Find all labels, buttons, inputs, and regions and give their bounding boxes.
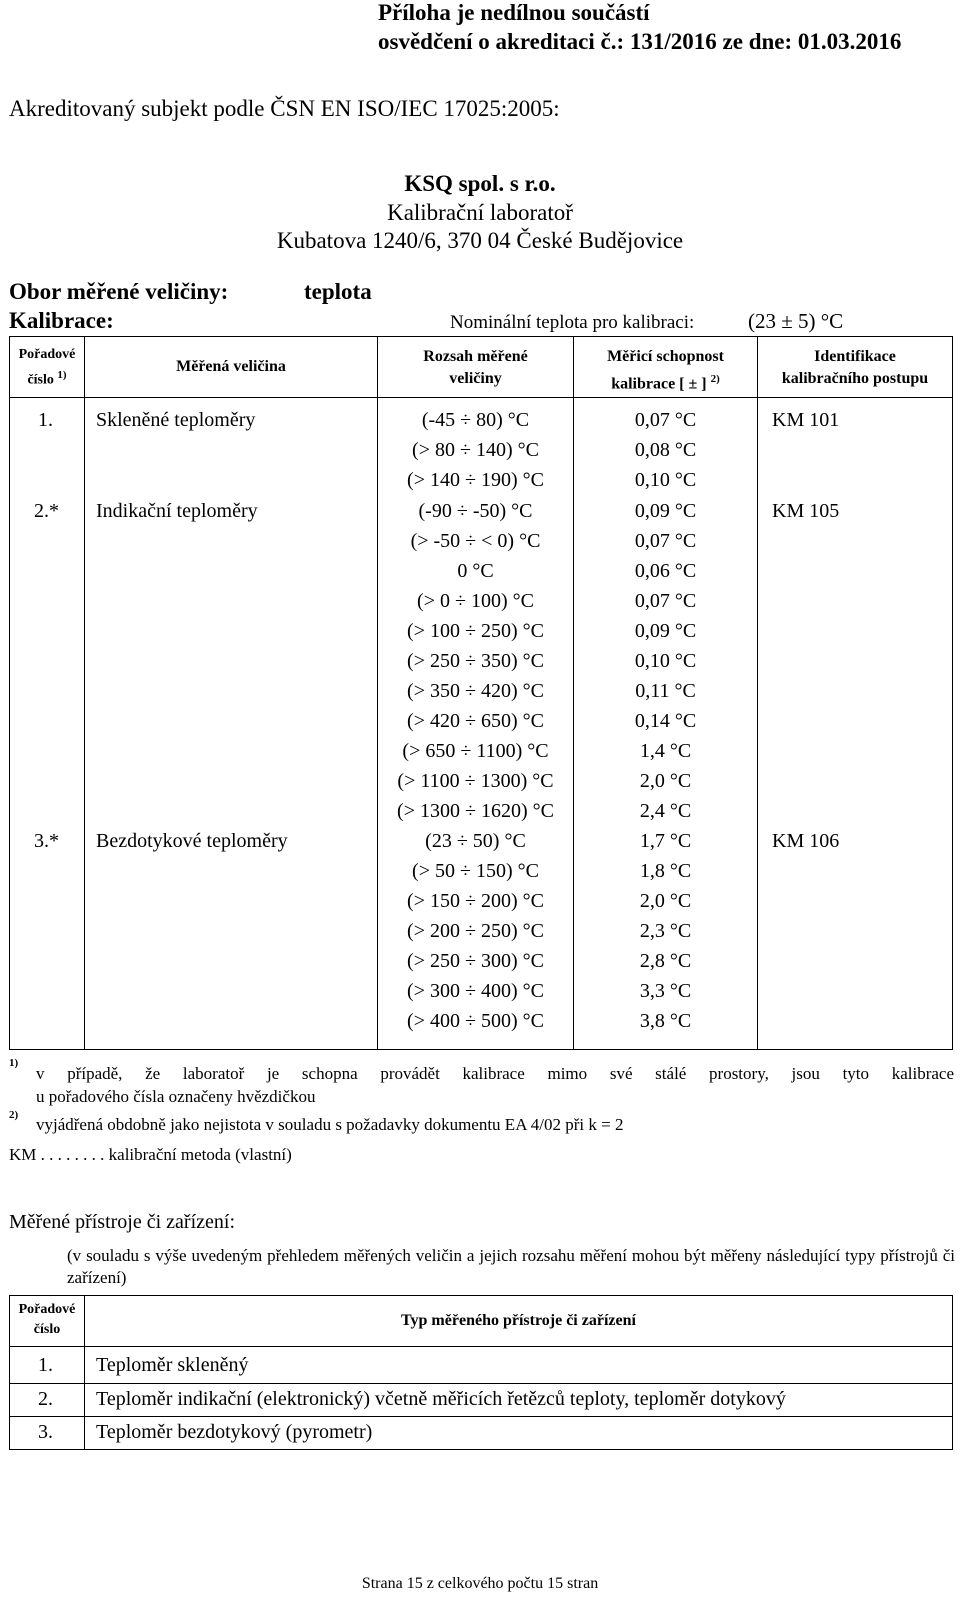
capability-cell: 0,10 °C: [634, 650, 697, 672]
range-cell: (> 100 ÷ 250) °C: [407, 620, 544, 642]
field-value: teplota: [304, 279, 372, 304]
range-cell: (> 50 ÷ 150) °C: [412, 860, 539, 882]
capability-cell: 2,3 °C: [639, 920, 692, 942]
range-cell: (> 400 ÷ 500) °C: [407, 1010, 544, 1032]
company-name: KSQ spol. s r.o.: [404, 171, 556, 196]
group-procedure: KM 105: [772, 500, 840, 522]
footnote-1-line-2: u pořadového čísla označeny hvězdičkou: [36, 1087, 316, 1106]
devices-header-order: Pořadové číslo: [18, 1302, 76, 1337]
title-line-2: osvědčení o akreditaci č.: 131/2016 ze dne: 01.03.2016: [378, 29, 902, 54]
capability-cell: 1,8 °C: [639, 860, 692, 882]
range-cell: (> 0 ÷ 100) °C: [417, 590, 534, 612]
capability-cell: 0,14 °C: [634, 710, 697, 732]
header-order: Pořadové číslo $^{1)}$: [18, 347, 76, 388]
title-line-1: Příloha je nedílnou součástí: [378, 0, 650, 25]
range-cell: 0 °C: [457, 560, 494, 582]
range-cell: (> 300 ÷ 400) °C: [407, 980, 544, 1002]
header-capability: Měřicí schopnost kalibrace [ ± ] $^{2)}$: [607, 348, 724, 393]
range-cell: (> 650 ÷ 1100) °C: [402, 740, 549, 762]
capability-cell: 2,0 °C: [639, 890, 692, 912]
capability-cell: 2,0 °C: [639, 770, 692, 792]
capability-cell: 0,07 °C: [634, 530, 697, 552]
range-cell: (> 250 ÷ 300) °C: [407, 950, 544, 972]
km-legend: KM . . . . . . . . kalibrační metoda (vlastní): [9, 1145, 292, 1164]
group-name: Bezdotykové teploměry: [96, 830, 288, 852]
capability-cell: 3,8 °C: [639, 1010, 692, 1032]
capability-cell: 2,4 °C: [639, 800, 692, 822]
group-procedure: KM 101: [772, 409, 840, 431]
device-number: 2.: [38, 1388, 53, 1410]
device-type: Teploměr bezdotykový (pyrometr): [96, 1421, 373, 1443]
header-range: Rozsah měřené veličiny: [423, 348, 528, 387]
capability-cell: 0,09 °C: [634, 500, 697, 522]
capability-cell: 0,07 °C: [634, 590, 697, 612]
devices-note: (v souladu s výše uvedeným přehledem měřených veličin a jejich rozsahu měření mohou být měřeny následující typy přístrojů či zařízení): [67, 1246, 955, 1287]
capability-cell: 2,8 °C: [639, 950, 692, 972]
calibration-label: Kalibrace:: [9, 308, 114, 333]
capability-cell: 0,06 °C: [634, 560, 697, 582]
devices-header-type: Typ měřeného přístroje či zařízení: [401, 1312, 636, 1329]
accredited-subject: Akreditovaný subjekt podle ČSN EN ISO/IEC 17025:2005:: [9, 96, 560, 121]
range-cell: (23 ÷ 50) °C: [425, 830, 526, 852]
range-cell: (-90 ÷ -50) °C: [418, 500, 533, 522]
group-number: 1.: [38, 409, 53, 431]
footnote-2-mark: 2): [9, 1109, 19, 1121]
device-number: 1.: [38, 1354, 53, 1376]
group-number: 2.*: [34, 500, 59, 522]
range-cell: (-45 ÷ 80) °C: [421, 409, 530, 431]
device-type: Teploměr indikační (elektronický) včetně měřicích řetězců teploty, teploměr dotykový: [96, 1388, 786, 1410]
laboratory-name: Kalibrační laboratoř: [387, 200, 573, 225]
range-cell: (> 250 ÷ 350) °C: [407, 650, 544, 672]
devices-title: Měřené přístroje či zařízení:: [9, 1211, 235, 1233]
range-cell: (> 350 ÷ 420) °C: [407, 680, 544, 702]
capability-cell: 3,3 °C: [639, 980, 692, 1002]
capability-cell: 1,7 °C: [639, 830, 692, 852]
group-procedure: KM 106: [772, 830, 840, 852]
footnote-1-line-1: v případě, že laboratoř je schopna provádět kalibrace mimo své stálé prostory, jsou tyto kalibrace: [36, 1064, 954, 1083]
device-type: Teploměr skleněný: [96, 1354, 249, 1376]
range-cell: (> 200 ÷ 250) °C: [407, 920, 544, 942]
range-cell: (> 1300 ÷ 1620) °C: [397, 800, 554, 822]
group-name: Skleněné teploměry: [96, 409, 256, 431]
group-name: Indikační teploměry: [96, 500, 258, 522]
footnote-2-text: vyjádřená obdobně jako nejistota v souladu s požadavky dokumentu EA 4/02 při k = 2: [36, 1115, 624, 1134]
capability-cell: 0,08 °C: [634, 439, 697, 461]
capability-cell: 0,10 °C: [634, 469, 697, 491]
group-number: 3.*: [34, 830, 59, 852]
range-cell: (> -50 ÷ < 0) °C: [410, 530, 541, 552]
range-cell: (> 420 ÷ 650) °C: [407, 710, 544, 732]
device-number: 3.: [38, 1421, 53, 1443]
range-cell: (> 150 ÷ 200) °C: [407, 890, 544, 912]
header-quantity: Měřená veličina: [176, 358, 286, 375]
field-label: Obor měřené veličiny:: [9, 279, 229, 304]
nominal-temperature-label: Nominální teplota pro kalibraci:: [450, 312, 695, 333]
page-footer: Strana 15 z celkového počtu 15 stran: [361, 1575, 599, 1592]
laboratory-address: Kubatova 1240/6, 370 04 České Budějovice: [276, 228, 684, 253]
footnote-1-mark: 1): [9, 1057, 19, 1069]
nominal-temperature-value: (23 ± 5) °C: [748, 309, 844, 333]
header-procedure: Identifikace kalibračního postupu: [781, 348, 929, 387]
range-cell: (> 1100 ÷ 1300) °C: [397, 770, 554, 792]
capability-cell: 0,09 °C: [634, 620, 697, 642]
capability-cell: 0,11 °C: [635, 680, 696, 702]
range-cell: (> 140 ÷ 190) °C: [407, 469, 544, 491]
range-cell: (> 80 ÷ 140) °C: [412, 439, 539, 461]
capability-cell: 0,07 °C: [634, 409, 697, 431]
capability-cell: 1,4 °C: [639, 740, 692, 762]
